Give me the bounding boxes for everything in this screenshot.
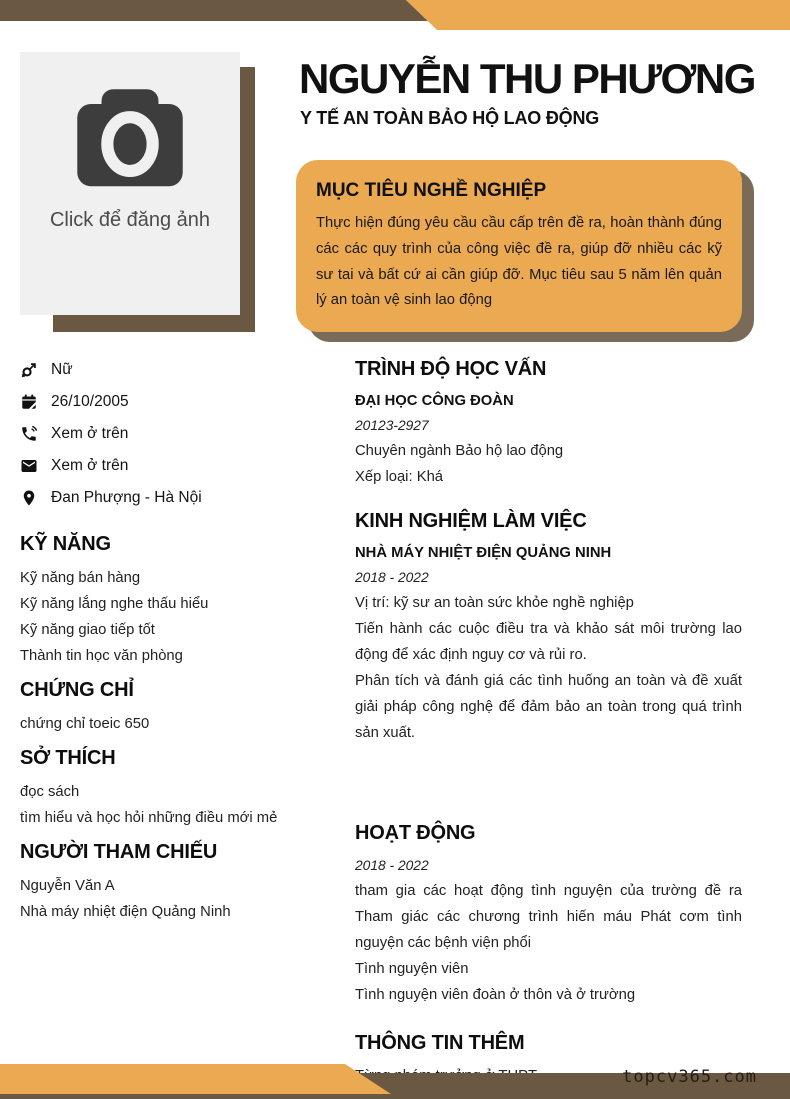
skill-item: Thành tin học văn phòng: [20, 648, 183, 664]
camera-icon: [64, 85, 196, 201]
contact-row-gender: [20, 354, 302, 386]
objective-section: [296, 160, 742, 332]
education-heading: TRÌNH ĐỘ HỌC VẤN: [355, 358, 547, 380]
education-line: Chuyên ngành Bảo hộ lao động: [355, 443, 564, 459]
reference-item: Nhà máy nhiệt điện Quảng Ninh: [20, 904, 231, 920]
contact-row-email: [20, 450, 302, 482]
candidate-job-title: Y TẾ AN TOÀN BẢO HỘ LAO ĐỘNG: [300, 108, 600, 128]
education-school: ĐẠI HỌC CÔNG ĐOÀN: [355, 393, 514, 409]
skills-heading: KỸ NĂNG: [20, 533, 111, 555]
experience-company: NHÀ MÁY NHIỆT ĐIỆN QUẢNG NINH: [355, 545, 612, 561]
photo-upload-placeholder[interactable]: [20, 52, 240, 315]
hobbies-heading: SỞ THÍCH: [20, 747, 116, 769]
email-icon: [20, 457, 38, 475]
references-heading: NGƯỜI THAM CHIẾU: [20, 841, 218, 863]
contact-row-address: [20, 482, 302, 514]
education-period: 20123-2927: [355, 418, 429, 433]
activities-paragraph: tham gia các hoạt động tình nguyện của trường đề ra Tham giác các chương trình hiến máu Phát cơm tình nguyện các bệnh viện phổi: [355, 883, 742, 951]
experience-heading: KINH NGHIỆM LÀM VIỆC: [355, 510, 587, 532]
experience-paragraph: Phân tích và đánh giá các tình huống an toàn và đề xuất giải pháp công nghệ để đảm bảo an toàn trong quá trình sản xuất.: [355, 673, 742, 741]
skill-item: Kỹ năng lắng nghe thấu hiểu: [20, 596, 209, 612]
contact-email: Xem ở trên: [51, 457, 129, 474]
contact-address: Đan Phượng - Hà Nội: [51, 489, 202, 506]
contact-row-birthday: [20, 386, 302, 418]
activities-period: 2018 - 2022: [355, 858, 429, 873]
contact-phone: Xem ở trên: [51, 425, 129, 442]
bottom-orange-band: [0, 1064, 400, 1094]
reference-item: Nguyễn Văn A: [20, 878, 115, 894]
activities-heading: HOẠT ĐỘNG: [355, 822, 476, 844]
experience-position: Vị trí: kỹ sư an toàn sức khỏe nghề nghiệp: [355, 595, 634, 611]
additional-info-heading: THÔNG TIN THÊM: [355, 1032, 525, 1054]
footer-brand: topcv365.com: [622, 1067, 757, 1087]
candidate-name: NGUYỄN THU PHƯƠNG: [299, 55, 755, 102]
activities-line: Tình nguyện viên đoàn ở thôn và ở trường: [355, 987, 636, 1003]
certificates-heading: CHỨNG CHỈ: [20, 679, 134, 701]
objective-body: Thực hiện đúng yêu cầu cầu cấp trên đề ra, hoàn thành đúng các các quy trình của công việc đề ra, giúp đỡ nhiều các kỹ sư tai và bất cứ ai cần giúp đỡ. Mục tiêu sau 5 năm lên quản lý an toàn vệ sinh lao động: [316, 215, 722, 309]
section-spacer: [355, 746, 742, 822]
certificate-item: chứng chỉ toeic 650: [20, 716, 150, 732]
objective-heading: MỤC TIÊU NGHỀ NGHIỆP: [316, 180, 547, 201]
experience-paragraph: Tiến hành các cuộc điều tra và khảo sát môi trường lao động để xác định nguy cơ và rủi ro.: [355, 621, 742, 663]
hobby-item: đọc sách: [20, 784, 80, 800]
contact-row-phone: [20, 418, 302, 450]
photo-upload-label: Click để đăng ảnh: [49, 209, 211, 231]
section-spacer: [355, 490, 742, 510]
gender-icon: [20, 361, 38, 379]
activities-line: Tình nguyện viên: [355, 961, 469, 977]
section-spacer: [355, 1008, 742, 1032]
phone-icon: [20, 425, 38, 443]
education-line: Xếp loại: Khá: [355, 469, 444, 485]
hobby-item: tìm hiểu và học hỏi những điều mới mẻ: [20, 810, 278, 826]
location-icon: [20, 489, 38, 507]
experience-period: 2018 - 2022: [355, 570, 429, 585]
contact-gender: Nữ: [51, 361, 73, 378]
top-brown-band: [0, 0, 440, 21]
skill-item: Kỹ năng bán hàng: [20, 570, 141, 586]
main-content: [355, 358, 742, 1089]
skill-item: Kỹ năng giao tiếp tốt: [20, 622, 155, 638]
calendar-icon: [20, 393, 38, 411]
contact-birthday: 26/10/2005: [51, 393, 129, 410]
sidebar: [20, 354, 302, 925]
